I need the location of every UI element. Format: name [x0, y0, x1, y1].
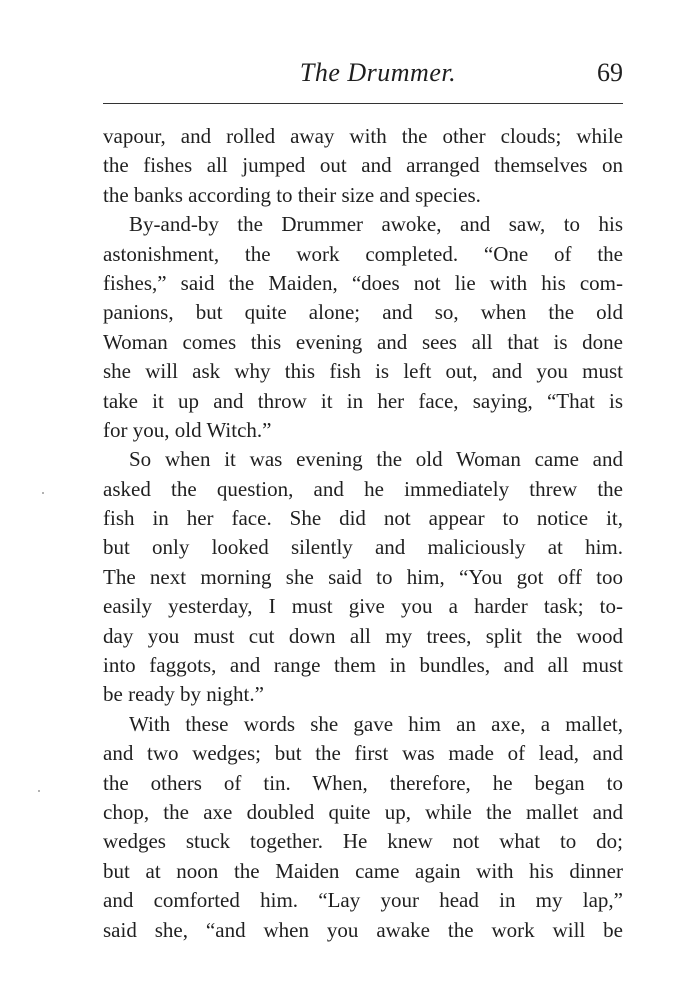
text-line: but only looked silently and maliciously at him.	[103, 535, 623, 560]
text-line: and two wedges; but the first was made of lead, and	[103, 741, 623, 766]
paper-speck	[42, 492, 44, 494]
text-line: chop, the axe doubled quite up, while the mallet and	[103, 799, 623, 824]
text-line: The next morning she said to him, “You got off too	[103, 564, 623, 589]
text-line: be ready by night.”	[103, 682, 264, 707]
body-text	[103, 122, 623, 945]
text-line: By-and-by the Drummer awoke, and saw, to his	[129, 212, 623, 237]
text-line: the others of tin. When, therefore, he began to	[103, 770, 623, 795]
text-line: the banks according to their size and species.	[103, 182, 481, 207]
text-line: for you, old Witch.”	[103, 417, 272, 442]
text-line: easily yesterday, I must give you a harder task; to-	[103, 594, 623, 619]
header-rule	[103, 103, 623, 104]
text-line: asked the question, and he immediately threw the	[103, 476, 623, 501]
text-line: With these words she gave him an axe, a mallet,	[129, 711, 623, 736]
text-line: panions, but quite alone; and so, when the old	[103, 300, 623, 325]
text-line: vapour, and rolled away with the other clouds; while	[103, 124, 623, 148]
text-line: and comforted him. “Lay your head in my lap,”	[103, 888, 623, 913]
text-line: So when it was evening the old Woman came and	[129, 447, 623, 472]
text-line: wedges stuck together. He knew not what to do;	[103, 829, 623, 854]
text-line: but at noon the Maiden came again with his dinner	[103, 858, 623, 883]
running-title: The Drummer.	[299, 58, 457, 87]
text-line: astonishment, the work completed. “One of the	[103, 241, 623, 266]
text-line: the fishes all jumped out and arranged themselves on	[103, 153, 623, 178]
page-number: 69	[597, 58, 623, 87]
paper-speck	[38, 790, 40, 792]
text-line: she will ask why this fish is left out, and you must	[103, 359, 623, 384]
text-line: take it up and throw it in her face, saying, “That is	[103, 388, 623, 413]
text-line: fish in her face. She did not appear to notice it,	[103, 506, 623, 531]
text-line: day you must cut down all my trees, split the wood	[103, 623, 623, 648]
text-line: fishes,” said the Maiden, “does not lie with his com-	[103, 270, 623, 295]
text-line: into faggots, and range them in bundles, and all must	[103, 653, 623, 678]
page-header	[103, 58, 623, 92]
text-line: said she, “and when you awake the work will be	[103, 917, 623, 942]
text-line: Woman comes this evening and sees all that is done	[103, 329, 623, 354]
